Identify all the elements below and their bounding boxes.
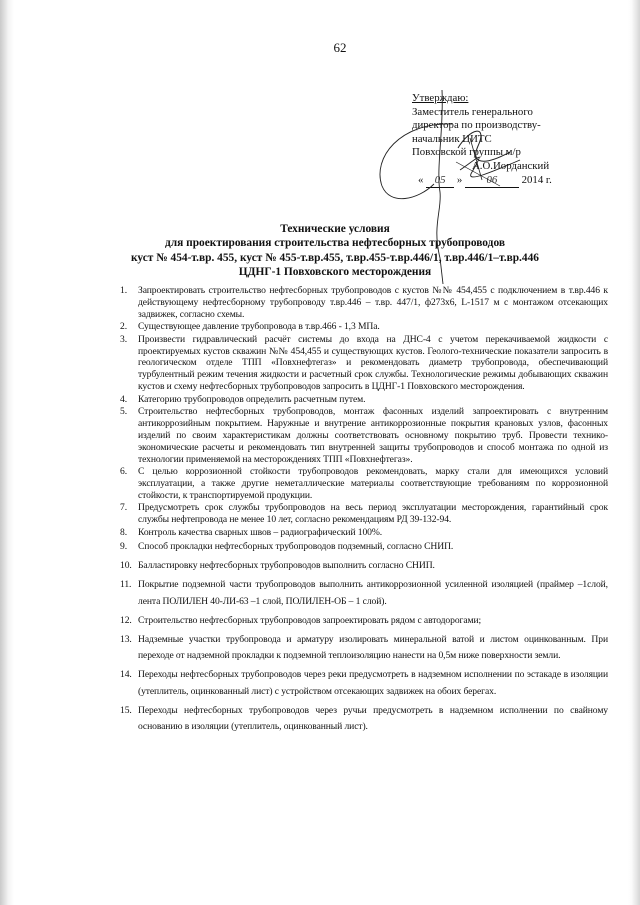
item-text: Переходы нефтесборных трубопроводов через реки предусмотреть в надземном исполнении по эстакаде в изоляции (утеплитель, оцинкованный лист) с устройством отсекающих задвижек на обоих берегах.: [138, 669, 608, 697]
item-text: Предусмотреть срок службы трубопроводов на весь период эксплуатации месторождения, гарантийный срок службы нефтепровода не менее 10 лет, согласно рекомендациям РД 39-132-94.: [138, 502, 608, 526]
item-number: 2.: [120, 321, 127, 333]
item-number: 9.: [120, 541, 127, 553]
approval-line: Заместитель генерального: [412, 105, 533, 118]
item-text: Покрытие подземной части трубопроводов выполнить антикоррозионной усиленной изоляцией (праймер –1слой, лента ПОЛИЛЕН 40-ЛИ-63 –1 слой, ПОЛИЛЕН-ОБ – 1 слой).: [138, 579, 608, 607]
approval-block: [412, 92, 622, 188]
approval-line: директора по производству-: [412, 119, 541, 132]
item-text: С целью коррозионной стойкости трубопроводов рекомендовать, марку стали для имеющихся условий эксплуатации, а также другие неметаллические материалы соответствующие требованиям по коррозионной стойкости, к транспортируемой продукции.: [138, 466, 608, 501]
item-text: Существующее давление трубопровода в т.вр.466 - 1,3 МПа.: [138, 321, 380, 333]
list-item: [120, 667, 608, 699]
list-item: [120, 577, 608, 609]
title-line: ЦДНГ-1 Повховского месторождения: [238, 266, 432, 279]
list-item: [120, 539, 608, 555]
page-number: 62: [333, 40, 347, 55]
document-title: [60, 222, 610, 280]
scan-right-edge: [628, 0, 640, 905]
item-number: 6.: [120, 466, 127, 478]
item-number: 1.: [120, 285, 127, 296]
title-line: для проектирования строительства нефтесборных трубопроводов: [164, 237, 506, 250]
item-number: 13.: [120, 634, 132, 646]
approval-date: [412, 174, 622, 189]
item-number: 4.: [120, 393, 127, 405]
list-item: [120, 703, 608, 735]
title-line: куст № 454-т.вр. 455, куст № 455-т.вр.455, т.вр.455-т.вр.446/1, т.вр.446/1–т.вр.446: [130, 251, 539, 264]
item-text: Надземные участки трубопровода и арматуру изолировать минеральной ватой и листом оцинкованным. При переходе от надземной прокладки к подземной теплоизоляцию нанести на 0,5м ниже поверхности земли.: [138, 634, 608, 662]
list-item: [120, 502, 608, 526]
approval-line: начальник ЦИТС: [412, 132, 492, 145]
item-number: 15.: [120, 704, 132, 716]
item-number: 14.: [120, 669, 132, 681]
list-item: [120, 613, 608, 629]
date-close-quote: »: [456, 173, 463, 186]
date-year: 2014 г.: [521, 173, 552, 186]
item-text: Контроль качества сварных швов – радиографический 100%.: [138, 526, 383, 538]
item-number: 5.: [120, 406, 127, 418]
item-text: Строительство нефтесборных трубопроводов, монтаж фасонных изделий запроектировать с внутренним антикоррозийным покрытием. Наружные и внутрение антикоррозионные покрытия крановых узлов, фасонных изделий по своим характеристикам должны соответствовать основному покрытию труб. Провести технико-экономические расчеты и рекомендовать тип внутренней защиты трубопроводов и способ монтажа по одной из технологии применяемой на месторождениях ТПП «Повхнефтегаз».: [138, 406, 608, 465]
list-item: [120, 558, 608, 574]
item-text: Способ прокладки нефтесборных трубопроводов подземный, согласно СНИП.: [138, 541, 454, 553]
item-number: 7.: [120, 502, 127, 514]
conditions-list: [120, 285, 608, 738]
date-open-quote: «: [418, 173, 424, 186]
item-text: Категорию трубопроводов определить расчетным путем.: [138, 393, 366, 405]
scan-left-edge: [0, 0, 14, 905]
item-text: Переходы нефтесборных трубопроводов через ручьи предусмотреть в надземном исполнении по свайному основанию в изоляции (утеплитель, оцинкованный лист).: [138, 704, 608, 733]
date-day: 05: [426, 174, 454, 189]
item-number: 3.: [120, 333, 127, 345]
item-text: Запроектировать строительство нефтесборных трубопроводов с кустов №№ 454,455 с подключением в т.вр.446 к действующему нефтесборному трубопроводу т.вр.446 – т.вр. 447/1, ф273х6, L-1517 м с монтажом отсекающих задвижек, согласно схемы.: [138, 285, 608, 320]
list-item: [120, 321, 608, 333]
item-number: 11.: [120, 579, 132, 591]
approval-signer: А.О.Иорданский: [472, 159, 550, 172]
list-item: [120, 632, 608, 664]
list-item: [120, 394, 608, 406]
item-text: Произвести гидравлический расчёт системы до входа на ДНС-4 с учетом перекачиваемой жидкости с проектируемых кустов скважин №№ 454,455 и существующих кустов. Геолого-технические показатели запросить в геологическом отделе ТПП «Повхнефтегаз» и рекомендовать диаметр трубопровода, обеспечивающий турбулентный режим течения жидкости и расчетный срок службы. Технологические режимы добывающих скважин кустов и схему нефтесборных трубопроводов запросить в ЦДНГ-1 Повховского месторождения.: [138, 333, 608, 393]
item-text: Балластировку нефтесборных трубопроводов выполнить согласно СНИП.: [138, 560, 435, 572]
list-item: [120, 285, 608, 321]
date-month: 06: [465, 174, 519, 189]
item-number: 8.: [120, 526, 127, 538]
list-item: [120, 527, 608, 539]
approval-heading: Утверждаю:: [412, 92, 469, 104]
list-item: [120, 334, 608, 394]
list-item: [120, 466, 608, 502]
approval-line: Повховской группы м/р: [412, 146, 521, 159]
list-item: [120, 406, 608, 466]
item-number: 10.: [120, 560, 132, 572]
item-text: Строительство нефтесборных трубопроводов запроектировать рядом с автодорогами;: [138, 614, 482, 626]
item-number: 12.: [120, 614, 132, 626]
title-line: Технические условия: [280, 223, 390, 235]
